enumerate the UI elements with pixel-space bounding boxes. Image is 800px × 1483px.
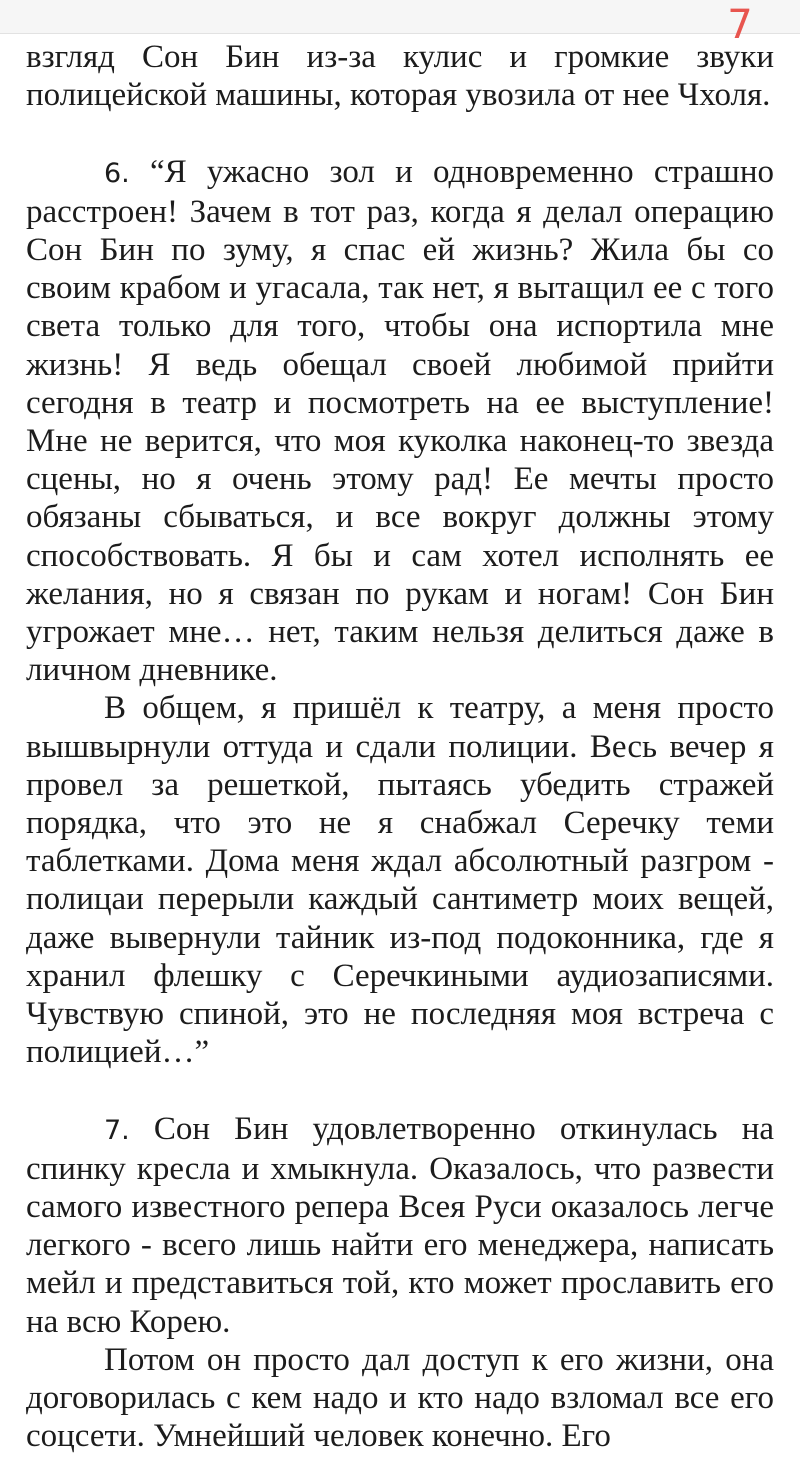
paragraph-7-text: Сон Бин удовлетворенно откинулась на спинку кресла и хмыкнула. Оказалось, что развести самого известного репера Всея Руси оказалось легче легкого - всего лишь найти его менеджера, написать мейл и представиться той, кто может прославить его на всю Корею.	[26, 1110, 775, 1340]
section-number-7: 7.	[104, 1114, 130, 1146]
paragraph-6	[26, 153, 774, 690]
top-bar	[0, 0, 800, 34]
document-text	[26, 38, 774, 1455]
paragraph-gap	[26, 1071, 774, 1109]
paragraph-7-continued: Потом он просто дал доступ к его жизни, она договорилась с кем надо и кто надо взломал все его соцсети. Умнейший человек конечно. Его	[26, 1341, 774, 1455]
paragraph-gap	[26, 114, 774, 152]
paragraph-7	[26, 1110, 774, 1341]
paragraph-6-text: “Я ужасно зол и одновременно страшно расстроен! Зачем в тот раз, когда я делал операцию Сон Бин по зуму, я спас ей жизнь? Жила бы со своим крабом и угасала, так нет, я вытащил ее с того света только для того, чтобы она испортила мне жизнь! Я ведь обещал своей любимой прийти сегодня в театр и посмотреть на ее выступление! Мне не верится, что моя куколка наконец-то звезда сцены, но я очень этому рад! Ее мечты просто обязаны сбываться, и все вокруг должны этому способствовать. Я бы и сам хотел исполнять ее желания, но я связан по рукам и ногам! Сон Бин угрожает мне… нет, таким нельзя делиться даже в личном дневнике.	[26, 153, 775, 689]
section-number-6: 6.	[104, 157, 130, 189]
page-number: 7	[727, 2, 753, 48]
paragraph-continuation: взгляд Сон Бин из-за кулис и громкие звуки полицейской машины, которая увозила от нее Чхоля.	[26, 39, 774, 114]
paragraph-6-continued: В общем, я пришёл к театру, а меня просто вышвырнули оттуда и сдали полиции. Весь вечер я провел за решеткой, пытаясь убедить стражей порядка, что это не я снабжал Серечку теми таблетками. Дома меня ждал абсолютный разгром - полицаи перерыли каждый сантиметр моих вещей, даже вывернули тайник из-под подоконника, где я хранил флешку с Серечкиными аудиозаписями. Чувствую спиной, это не последняя моя встреча с полицией…”	[26, 690, 774, 1071]
